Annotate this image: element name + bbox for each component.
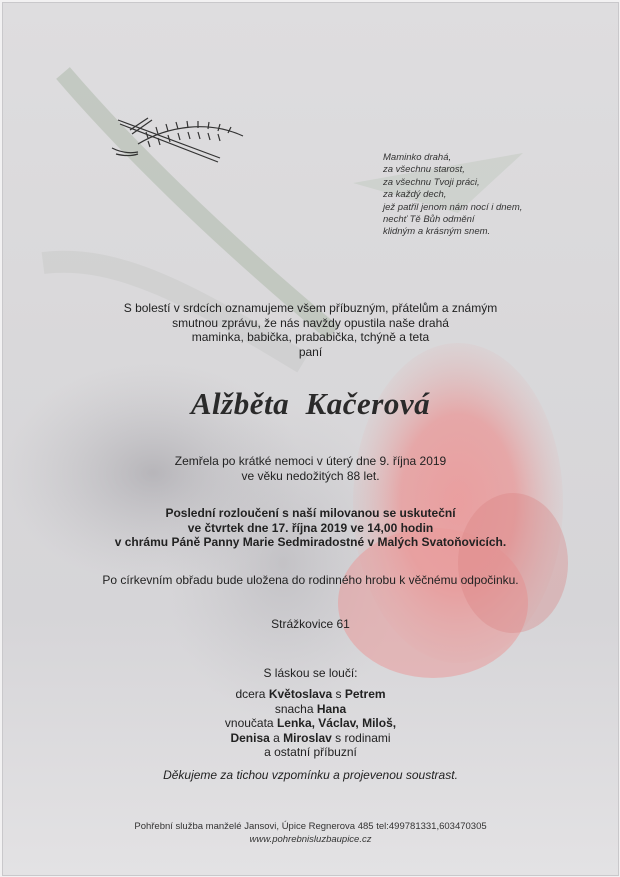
mourner-line: a ostatní příbuzní bbox=[264, 745, 357, 759]
burial-info: Po církevním obřadu bude uložena do rodinného hrobu k věčnému odpočinku. bbox=[102, 573, 519, 587]
announcement bbox=[3, 301, 618, 359]
poem bbox=[383, 152, 522, 239]
poem-line: klidným a krásným snem. bbox=[383, 226, 491, 238]
obituary-notice bbox=[2, 2, 619, 876]
footer-company: Pohřební služba manželé Jansovi, Úpice Regnerova 485 tel:499781331,603470305 bbox=[134, 821, 487, 832]
farewell-line: v chrámu Páně Panny Marie Sedmiradostné v Malých Svatoňovicích. bbox=[114, 535, 507, 549]
mourner-line: snacha Hana bbox=[274, 701, 347, 716]
farewell-line: Poslední rozloučení s naší milovanou se uskuteční bbox=[165, 506, 456, 520]
farewell-info bbox=[3, 506, 618, 550]
poem-line: za všechnu Tvoji práci, bbox=[383, 176, 480, 188]
announcement-line: smutnou zprávu, že nás navždy opustila naše drahá bbox=[172, 315, 449, 330]
announcement-line: paní bbox=[298, 344, 323, 359]
poem-line: nechť Tě Bůh odmění bbox=[383, 214, 475, 226]
thanks: Děkujeme za tichou vzpomínku a projevenou soustrast. bbox=[163, 768, 458, 782]
death-info-line: Zemřela po krátké nemoci v úterý dne 9. října 2019 bbox=[174, 454, 447, 468]
mourners-heading: S láskou se loučí: bbox=[263, 666, 358, 680]
announcement-line: maminka, babička, prababička, tchýně a teta bbox=[191, 330, 430, 344]
mourner-line: Denisa a Miroslav s rodinami bbox=[230, 730, 391, 745]
mourners-list bbox=[3, 687, 618, 760]
poem-line: za každý dech, bbox=[383, 189, 447, 201]
mourner-line: dcera Květoslava s Petrem bbox=[235, 687, 386, 701]
deceased-name: Alžběta Kačerová bbox=[190, 386, 431, 421]
farewell-line: ve čtvrtek dne 17. října 2019 ve 14,00 hodin bbox=[187, 520, 434, 535]
announcement-line: S bolestí v srdcích oznamujeme všem příbuzným, přátelům a známým bbox=[123, 301, 498, 315]
death-info-line: ve věku nedožitých 88 let. bbox=[241, 468, 380, 483]
address: Strážkovice 61 bbox=[271, 617, 350, 631]
cross-with-palm-icon bbox=[108, 108, 248, 168]
poem-line: jež patřil jenom nám nocí i dnem, bbox=[383, 201, 523, 213]
footer bbox=[3, 820, 618, 846]
footer-website[interactable]: www.pohrebnisluzbaupice.cz bbox=[249, 834, 372, 845]
poem-line: Maminko drahá, bbox=[383, 152, 452, 163]
poem-line: za všechnu starost, bbox=[383, 164, 465, 176]
death-info bbox=[3, 454, 618, 483]
mourner-line: vnoučata Lenka, Václav, Miloš, bbox=[224, 716, 397, 730]
